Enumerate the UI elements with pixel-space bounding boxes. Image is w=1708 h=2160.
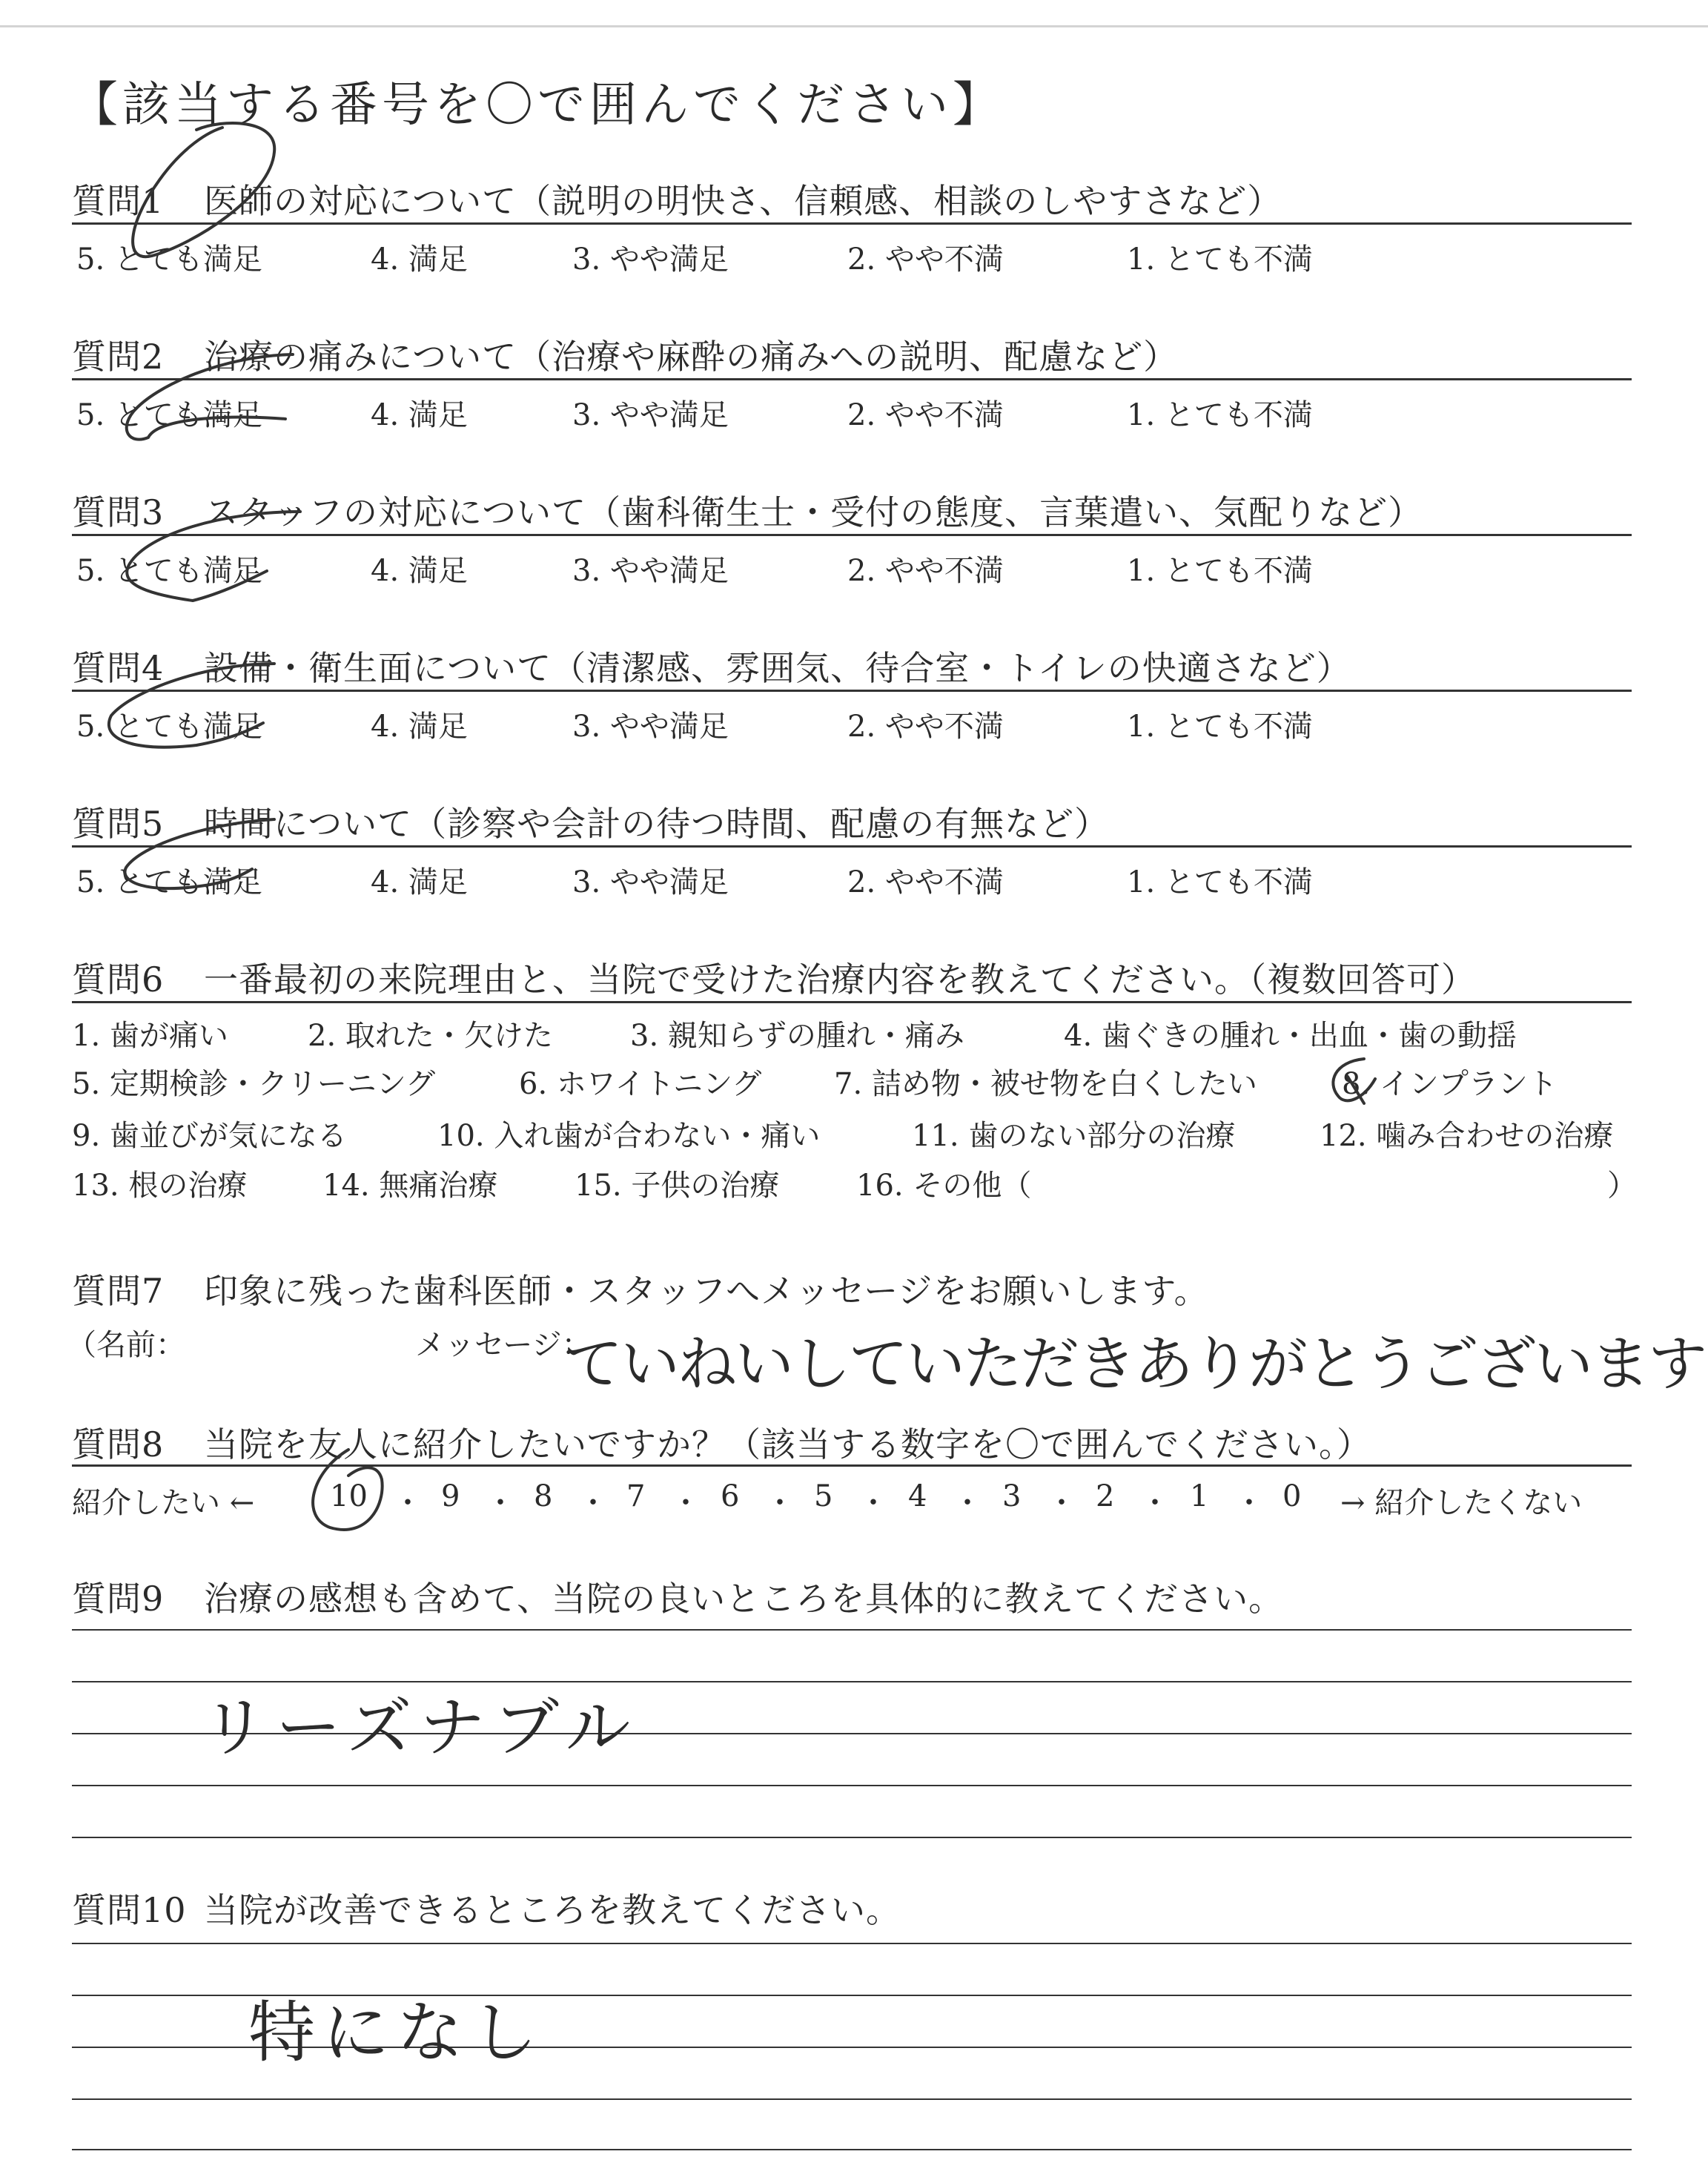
q8-sep-4: ・	[671, 1486, 701, 1520]
q3-option-4[interactable]: 4. 満足	[371, 554, 468, 588]
question-9-text: 治療の感想も含めて、当院の良いところを具体的に教えてください。	[204, 1579, 1284, 1619]
q7-name-label: （名前：	[67, 1328, 185, 1362]
question-8-number: 質問8	[72, 1424, 165, 1464]
question-5-title	[72, 797, 1109, 846]
question-3-text: スタッフの対応について（歯科衛生士・受付の態度、言葉遣い、気配りなど）	[204, 492, 1423, 532]
q2-option-5[interactable]: 5. とても満足	[76, 398, 262, 432]
question-8-rule	[72, 1464, 1632, 1467]
question-5-text: 時間について（診察や会計の待つ時間、配慮の有無など）	[204, 804, 1110, 844]
question-2-number: 質問2	[72, 337, 165, 377]
q4-option-5[interactable]: 5. とても満足	[76, 710, 262, 744]
question-5-rule	[72, 845, 1632, 848]
q6-other-close-paren: ）	[1607, 1169, 1637, 1203]
q8-scale-2[interactable]: 2	[1096, 1479, 1115, 1513]
q8-sep-10: ・	[1234, 1486, 1264, 1520]
q5-option-2[interactable]: 2. やや不満	[847, 865, 1004, 899]
q1-option-5[interactable]: 5. とても満足	[76, 242, 262, 277]
q8-scale-3[interactable]: 3	[1002, 1479, 1022, 1513]
q8-scale-5[interactable]: 5	[814, 1479, 833, 1513]
q6-option-8[interactable]: 8. インプラント	[1342, 1067, 1558, 1101]
question-8-text: 当院を友人に紹介したいですか？（該当する数字を〇で囲んでください。）	[204, 1424, 1371, 1464]
question-2-text: 治療の痛みについて（治療や麻酔の痛みへの説明、配慮など）	[204, 337, 1179, 377]
q6-option-16[interactable]: 16. その他（	[856, 1169, 1032, 1203]
q6-option-12[interactable]: 12. 噛み合わせの治療	[1320, 1119, 1614, 1153]
question-4-number: 質問4	[72, 648, 165, 688]
q10-answer-line-4	[72, 2098, 1632, 2100]
q10-answer-handwritten[interactable]: 特になし	[248, 1994, 545, 2072]
q8-sep-5: ・	[765, 1486, 795, 1520]
q2-option-3[interactable]: 3. やや満足	[572, 398, 729, 432]
question-6-title	[72, 953, 1476, 1002]
q8-scale-10[interactable]: 10	[330, 1479, 368, 1513]
question-4-text: 設備・衛生面について（清潔感、雰囲気、待合室・トイレの快適さなど）	[204, 648, 1351, 688]
question-9-title	[72, 1572, 1283, 1621]
q8-sep-3: ・	[578, 1486, 608, 1520]
q6-option-5[interactable]: 5. 定期検診・クリーニング	[72, 1067, 436, 1101]
q4-option-1[interactable]: 1. とても不満	[1127, 710, 1313, 744]
question-1-rule	[72, 222, 1632, 225]
question-7-title	[72, 1264, 1209, 1313]
q5-option-4[interactable]: 4. 満足	[371, 865, 468, 899]
q7-message-label: メッセージ：	[415, 1328, 592, 1362]
q9-answer-line-1	[72, 1629, 1632, 1631]
question-10-title	[72, 1883, 901, 1932]
q4-option-3[interactable]: 3. やや満足	[572, 710, 729, 744]
q4-option-2[interactable]: 2. やや不満	[847, 710, 1004, 744]
page-title: 【該当する番号を〇で囲んでください】	[70, 78, 1004, 133]
q8-scale-9[interactable]: 9	[441, 1479, 460, 1513]
q8-sep-7: ・	[953, 1486, 982, 1520]
q6-option-9[interactable]: 9. 歯並びが気になる	[72, 1119, 347, 1153]
q8-scale-1[interactable]: 1	[1190, 1479, 1209, 1513]
q2-option-2[interactable]: 2. やや不満	[847, 398, 1004, 432]
q3-option-3[interactable]: 3. やや満足	[572, 554, 729, 588]
q5-option-3[interactable]: 3. やや満足	[572, 865, 729, 899]
q6-option-1[interactable]: 1. 歯が痛い	[72, 1019, 228, 1053]
question-1-text: 医師の対応について（説明の明快さ、信頼感、相談のしやすさなど）	[204, 181, 1282, 221]
question-3-rule	[72, 534, 1632, 536]
q6-option-2[interactable]: 2. 取れた・欠けた	[308, 1019, 553, 1053]
question-6-text: 一番最初の来院理由と、当院で受けた治療内容を教えてください。（複数回答可）	[204, 960, 1476, 1000]
question-6-number: 質問6	[72, 960, 165, 1000]
q8-sep-8: ・	[1047, 1486, 1076, 1520]
q8-scale-8[interactable]: 8	[534, 1479, 553, 1513]
q8-scale-4[interactable]: 4	[908, 1479, 927, 1513]
q8-sep-6: ・	[858, 1486, 888, 1520]
q6-option-15[interactable]: 15. 子供の治療	[575, 1169, 780, 1203]
question-10-text: 当院が改善できるところを教えてください。	[204, 1890, 901, 1930]
q10-answer-line-1	[72, 1943, 1632, 1944]
q6-option-4[interactable]: 4. 歯ぐきの腫れ・出血・歯の動揺	[1064, 1019, 1517, 1053]
q8-sep-9: ・	[1140, 1486, 1170, 1520]
q8-scale-6[interactable]: 6	[721, 1479, 740, 1513]
q8-scale-7[interactable]: 7	[626, 1479, 646, 1513]
question-3-title	[72, 486, 1423, 535]
question-7-text: 印象に残った歯科医師・スタッフへメッセージをお願いします。	[204, 1271, 1209, 1311]
q8-sep-1: ・	[393, 1486, 423, 1520]
q1-option-4[interactable]: 4. 満足	[371, 242, 468, 277]
q1-option-3[interactable]: 3. やや満足	[572, 242, 729, 277]
question-1-title	[72, 174, 1282, 223]
q8-left-label: 紹介したい ←	[72, 1486, 255, 1520]
q3-option-1[interactable]: 1. とても不満	[1127, 554, 1313, 588]
question-4-title	[72, 641, 1351, 690]
question-9-number: 質問9	[72, 1579, 165, 1619]
q6-option-11[interactable]: 11. 歯のない部分の治療	[912, 1119, 1236, 1153]
q3-option-2[interactable]: 2. やや不満	[847, 554, 1004, 588]
q6-option-3[interactable]: 3. 親知らずの腫れ・痛み	[630, 1019, 964, 1053]
question-10-number: 質問10	[72, 1890, 187, 1930]
q9-answer-handwritten[interactable]: リーズナブル	[202, 1689, 640, 1766]
q9-answer-line-4	[72, 1785, 1632, 1786]
question-6-rule	[72, 1001, 1632, 1003]
question-3-number: 質問3	[72, 492, 165, 532]
q10-answer-line-5	[72, 2149, 1632, 2150]
q4-option-4[interactable]: 4. 満足	[371, 710, 468, 744]
q7-message-handwritten[interactable]: ていねいしていただきありがとうございます	[563, 1330, 1705, 1398]
q6-option-10[interactable]: 10. 入れ歯が合わない・痛い	[437, 1119, 821, 1153]
q2-option-4[interactable]: 4. 満足	[371, 398, 468, 432]
q8-scale-0[interactable]: 0	[1282, 1479, 1302, 1513]
q6-option-6[interactable]: 6. ホワイトニング	[519, 1067, 762, 1101]
q1-option-2[interactable]: 2. やや不満	[847, 242, 1004, 277]
question-2-title	[72, 330, 1178, 379]
question-4-rule	[72, 690, 1632, 692]
question-5-number: 質問5	[72, 804, 165, 844]
q6-option-14[interactable]: 14. 無痛治療	[322, 1169, 498, 1203]
q5-option-5[interactable]: 5. とても満足	[76, 865, 262, 899]
q6-option-13[interactable]: 13. 根の治療	[72, 1169, 248, 1203]
q9-answer-line-5	[72, 1837, 1632, 1838]
question-1-number: 質問1	[72, 181, 165, 221]
q6-option-7[interactable]: 7. 詰め物・被せ物を白くしたい	[834, 1067, 1257, 1101]
q3-option-5[interactable]: 5. とても満足	[76, 554, 262, 588]
q5-option-1[interactable]: 1. とても不満	[1127, 865, 1313, 899]
q2-option-1[interactable]: 1. とても不満	[1127, 398, 1313, 432]
question-8-title	[72, 1418, 1371, 1467]
top-edge-line	[0, 25, 1708, 27]
question-7-number: 質問7	[72, 1271, 165, 1311]
q8-sep-2: ・	[486, 1486, 515, 1520]
question-2-rule	[72, 378, 1632, 380]
q8-right-label: → 紹介したくない	[1340, 1486, 1583, 1520]
q1-option-1[interactable]: 1. とても不満	[1127, 242, 1313, 277]
